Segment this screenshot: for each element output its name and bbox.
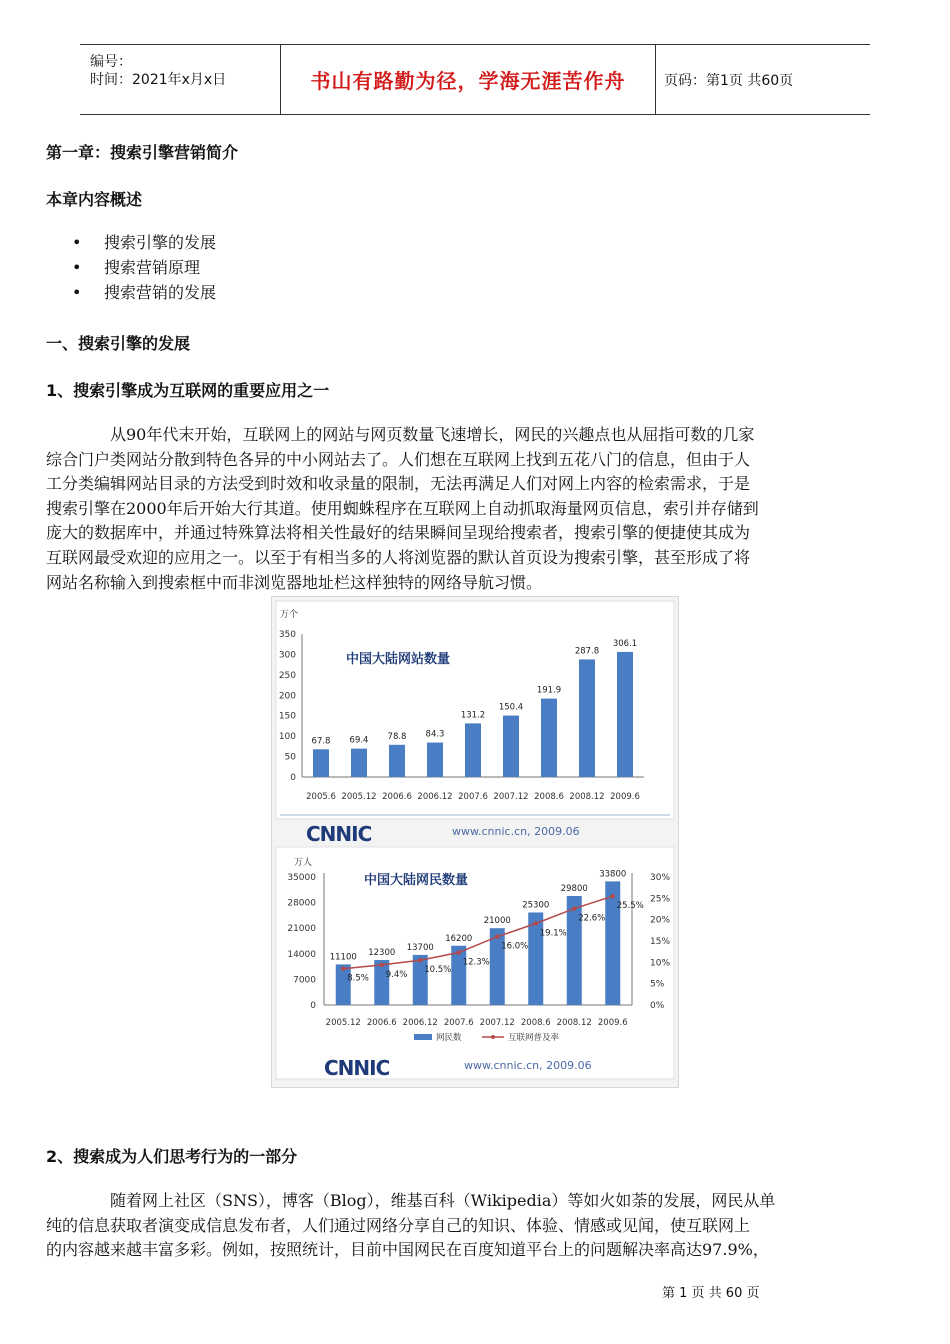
chart1-source: www.cnnic.cn, 2009.06 [452, 825, 580, 838]
doc-number-label: 编号： [90, 54, 132, 70]
paragraph-line: 综合门户类网站分散到特色各异的中小网站去了。人们想在互联网上找到五花八门的信息，但由于人 [46, 449, 751, 469]
chart2-y-tick-label: 14000 [287, 949, 316, 960]
chart2-rate-point [457, 950, 461, 954]
chart2-y2-tick-label: 10% [650, 958, 671, 969]
chapter-title: 第一章：搜索引擎营销简介 [46, 143, 239, 162]
chart2-rate-label: 19.1% [539, 928, 567, 939]
chart2-bar [413, 955, 428, 1005]
paragraph-line: 的内容越来越丰富多彩。例如，按照统计，目前中国网民在百度知道平台上的问题解决率高达97.9%， [46, 1240, 769, 1260]
chart2-rate-point [611, 894, 615, 898]
chart1-bar [579, 659, 595, 777]
chart1-bar [427, 743, 443, 777]
header-motto-cell [281, 45, 656, 114]
chart1-bar [503, 716, 519, 777]
list-item: • 搜索引擎的发展 [60, 232, 216, 257]
paragraph-line: 工分类编辑网站目录的方法受到时效和收录量的限制，无法再满足人们对网上内容的检索需求，于是 [46, 474, 751, 494]
chart2-title: 中国大陆网民数量 [364, 873, 469, 888]
chart1-bar [465, 723, 481, 777]
chart2-y-tick-label: 21000 [287, 924, 316, 935]
chart1-y-tick-label: 200 [278, 691, 296, 702]
chart2-rate-label: 10.5% [424, 965, 452, 976]
chart2-y-tick-label: 35000 [287, 873, 316, 883]
chart2-x-tick-label: 2005.12 [325, 1018, 361, 1028]
paragraph-1 [46, 423, 898, 595]
chart1-bar [351, 749, 367, 777]
chart1-x-tick-label: 2006.12 [417, 792, 453, 802]
paragraph-2 [46, 1189, 898, 1263]
chart1-bar-label: 84.3 [425, 729, 445, 740]
chart1-x-tick-label: 2007.12 [493, 792, 529, 802]
chart2-y2-tick-label: 5% [650, 979, 665, 990]
chart2-y-tick-label: 28000 [287, 898, 316, 909]
chart2-rate-label: 22.6% [578, 913, 606, 924]
chart2-source: www.cnnic.cn, 2009.06 [464, 1059, 592, 1072]
chart2-rate-label: 8.5% [347, 973, 369, 984]
overview-list [60, 232, 216, 307]
chart1-x-tick-label: 2006.6 [382, 792, 412, 802]
chart1-bar-label: 191.9 [536, 685, 562, 696]
paragraph-line: 互联网最受欢迎的应用之一。以至于有相当多的人将浏览器的默认首页设为搜索引擎，甚至形成了将 [46, 547, 751, 567]
chart2-bar-label: 33800 [599, 869, 627, 880]
header-meta-cell [80, 45, 281, 114]
chart1-y-tick-label: 150 [278, 711, 296, 722]
legend-line-label: 互联网普及率 [508, 1033, 560, 1043]
chart1-x-tick-label: 2005.6 [306, 792, 336, 802]
paragraph-line: 搜索引擎在2000年后开始大行其道。使用蜘蛛程序在互联网上自动抓取海量网页信息，索引并存储到 [46, 498, 759, 518]
chart2-bar [605, 881, 620, 1005]
chart1-bar [617, 652, 633, 777]
subsection-title: 2、搜索成为人们思考行为的一部分 [46, 1147, 298, 1166]
chart2-rate-label: 16.0% [501, 941, 529, 952]
chart1-y-tick-label: 50 [284, 752, 296, 763]
legend-bar-swatch [414, 1034, 432, 1040]
chart2-y-unit: 万人 [294, 858, 313, 868]
legend-bar-label: 网民数 [436, 1033, 462, 1043]
chart2-rate-point [572, 906, 576, 910]
chart1-bar-label: 306.1 [612, 638, 638, 649]
chart2-bar [528, 912, 543, 1005]
paragraph-line: 网站名称输入到搜索框中而非浏览器地址栏这样独特的网络导航习惯。 [46, 572, 543, 592]
chart1-bar-label: 78.8 [387, 731, 407, 742]
chart1-bar-label: 69.4 [349, 735, 369, 746]
chart2-bar-label: 11100 [329, 952, 357, 963]
chart1-bar [389, 745, 405, 777]
chart1-y-unit: 万个 [280, 610, 299, 620]
overview-title: 本章内容概述 [46, 190, 143, 209]
paragraph-line: 庞大的数据库中，并通过特殊算法将相关性最好的结果瞬间呈现给搜索者，搜索引擎的便捷使其成为 [46, 523, 751, 543]
chart2-y2-tick-label: 25% [650, 894, 671, 905]
chart2-rate-point [341, 967, 345, 971]
chart2-rate-point [495, 935, 499, 939]
chart2-bar [490, 928, 505, 1005]
section-title: 一、搜索引擎的发展 [46, 334, 191, 353]
chart1-y-tick-label: 350 [278, 630, 296, 640]
chart1-x-tick-label: 2008.12 [569, 792, 605, 802]
chart2-x-tick-label: 2008.12 [556, 1018, 592, 1028]
motto-text: 书山有路勤为径，学海无涯苦作舟 [310, 69, 626, 93]
chart2-rate-point [534, 921, 538, 925]
chart1-bar [541, 699, 557, 777]
chart2-bar-label: 25300 [522, 900, 550, 911]
statistics-figure [271, 596, 679, 1088]
chart2-rate-label: 25.5% [616, 901, 644, 912]
page-footer: 第 1 页 共 60 页 [662, 1286, 760, 1301]
cnnic-logo-2: CNNIC [324, 1056, 390, 1080]
chart2-bar-label: 16200 [445, 933, 473, 944]
header-page-info: 页码：第1页 共60页 [664, 72, 794, 89]
chart1-bar [313, 749, 329, 777]
chart1-bar-label: 287.8 [574, 646, 600, 657]
legend-line-marker [491, 1035, 495, 1039]
chart2-rate-label: 9.4% [385, 969, 408, 980]
charts-svg [272, 597, 678, 1087]
page-header [80, 44, 870, 115]
chart1-x-tick-label: 2005.12 [341, 792, 377, 802]
chart2-x-tick-label: 2009.6 [597, 1018, 628, 1028]
chart1-y-tick-label: 0 [290, 773, 296, 783]
paragraph-line: 纯的信息获取者演变成信息发布者，人们通过网络分享自己的知识、体验、情感或见闻，使互联网上 [46, 1215, 751, 1235]
chart1-y-tick-label: 250 [278, 670, 296, 681]
list-item: • 搜索营销原理 [60, 257, 216, 282]
chart2-x-tick-label: 2007.12 [479, 1018, 515, 1028]
doc-date-label: 时间：2021年x月x日 [90, 72, 227, 88]
chart1-x-tick-label: 2008.6 [534, 792, 564, 802]
chart2-x-tick-label: 2008.6 [520, 1018, 551, 1028]
chart2-bar-label: 29800 [560, 884, 588, 895]
chart2-y-tick-label: 7000 [293, 975, 316, 986]
chart2-y2-tick-label: 20% [650, 915, 671, 926]
chart1-bar-label: 67.8 [311, 736, 331, 747]
chart2-bar-label: 12300 [368, 948, 396, 959]
chart2-y2-tick-label: 0% [650, 1001, 665, 1011]
subsection-title: 1、搜索引擎成为互联网的重要应用之一 [46, 381, 330, 400]
chart2-x-tick-label: 2006.12 [402, 1018, 438, 1028]
chart1-title: 中国大陆网站数量 [346, 652, 451, 667]
chart1-bar-label: 131.2 [460, 710, 486, 721]
chart1-y-tick-label: 100 [278, 732, 296, 743]
chart2-rate-point [380, 963, 384, 967]
cnnic-logo-1: CNNIC [306, 822, 372, 846]
list-item: • 搜索营销的发展 [60, 282, 216, 307]
chart2-bar [567, 896, 582, 1005]
chart2-bar-label: 13700 [406, 942, 434, 953]
chart2-bar-label: 21000 [483, 916, 511, 927]
paragraph-line: 从90年代末开始，互联网上的网站与网页数量飞速增长，网民的兴趣点也从屈指可数的几家 [110, 425, 755, 444]
chart2-y2-tick-label: 30% [650, 873, 671, 883]
chart2-y2-tick-label: 15% [650, 937, 671, 947]
chart2-x-tick-label: 2007.6 [443, 1018, 474, 1028]
chart1-bar-label: 150.4 [498, 702, 524, 713]
chart1-x-tick-label: 2009.6 [610, 792, 640, 802]
chart1-y-tick-label: 300 [278, 650, 296, 661]
chart2-y-tick-label: 0 [310, 1001, 316, 1011]
chart2-x-tick-label: 2006.6 [366, 1018, 397, 1028]
chart1-x-tick-label: 2007.6 [458, 792, 488, 802]
header-page-cell [656, 45, 870, 114]
chart2-rate-label: 12.3% [462, 957, 490, 968]
chart2-rate-point [418, 958, 422, 962]
paragraph-line: 随着网上社区（SNS），博客（Blog），维基百科（Wikipedia）等如火如荼的发展，网民从单 [110, 1191, 776, 1210]
